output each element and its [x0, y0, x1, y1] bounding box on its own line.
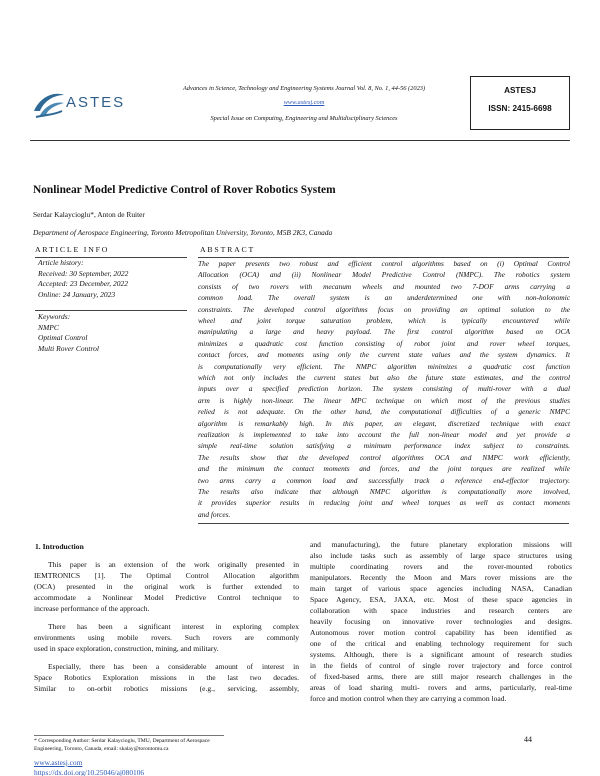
abstract-body-line: algorithm is remarkably high. In this paper, an elegant, discretized technique with exact: [198, 418, 570, 428]
abstract-body-line: arm is highly non-linear. The linear MPC technique on which most of the previous studies: [198, 395, 570, 405]
section-heading-introduction: 1. Introduction: [35, 542, 84, 551]
intro-left-line: increase performance of the approach.: [34, 604, 150, 613]
journal-badge: [470, 76, 570, 130]
intro-right-line: main target of various space agencies including NASA, Canadian: [310, 584, 572, 593]
intro-right-line: manipulators. Recently the Moon and Mars rover missions are the: [310, 573, 572, 582]
corresponding-author-footnote: * Corresponding Author: Serdar Kalaycioglu, TMU, Department of Aerospace: [34, 738, 210, 744]
intro-right-line: multiple coordinating rovers and the rover-mounted robotics: [310, 562, 572, 571]
footer-site-link[interactable]: www.astesj.com: [34, 758, 83, 767]
abstract-body-line: two arms carry a common load and successfully track a reference end-effector trajectory.: [198, 475, 570, 485]
header-divider: [30, 140, 570, 141]
intro-right-line: Autonomous rover motion control capability has been identified as: [310, 628, 572, 637]
intro-right-line: in the fields of control of single rover trajectory and force control: [310, 661, 572, 670]
intro-right-line: force and motion control when they are carrying a common load.: [310, 694, 507, 703]
intro-right-line: collaboration with space industries and research centers are: [310, 606, 572, 615]
page-number: 44: [524, 735, 532, 744]
footnote-divider: [34, 735, 224, 736]
intro-left-line: This paper is an extension of the work originally presented in: [48, 560, 299, 569]
intro-left-line: IEMTRONICS [1]. The Optimal Control Allocation algorithm: [34, 571, 299, 580]
abstract-body-line: minimizes a quadratic cost function consisting of robot joint and rover wheel torques,: [198, 338, 570, 348]
abstract-body-line: and forces.: [198, 509, 231, 519]
abstract-body-line: common load. The overall system is an underdetermined one with non-holonomic: [198, 293, 570, 303]
abstract-body-line: relied is not adequate. On the other hand, the computational difficulties of a generic NMPC: [198, 407, 570, 417]
keywords-line: NMPC: [38, 322, 59, 332]
abstract-body-line: realization is implemented to take into account the full non-linear model and yet provide a: [198, 430, 570, 439]
intro-right-line: and manufacturing), the future planetary exploration missions will: [310, 540, 572, 549]
keywords-divider: [35, 310, 187, 311]
abstract-divider-bottom: [198, 523, 569, 524]
author-list: Serdar Kalaycioglu*, Anton de Ruiter: [33, 210, 145, 219]
paper-title: Nonlinear Model Predictive Control of Rover Robotics System: [33, 184, 336, 196]
intro-right-line: systems. Although, there is a significant amount of research studies: [310, 650, 572, 659]
abstract-divider-top: [198, 257, 569, 258]
astes-logo-text: ASTES: [66, 94, 126, 111]
intro-left-line: Similar to on-orbit robotics missions (e.g., servicing, assembly,: [34, 684, 299, 693]
abstract-body-line: consists of two rovers with mecanum wheels and mounted two 7-DOF arms carrying a: [198, 281, 570, 291]
intro-left-line: Space Robotics Exploration missions in the last two decades.: [34, 673, 299, 682]
intro-left-line: used in space exploration, construction, mining, and military.: [34, 644, 219, 653]
keywords-line: Multi Rover Control: [38, 343, 99, 353]
intro-left-line: (OCA) presented in the original work is further extended to: [34, 582, 299, 591]
intro-right-line: areas of load sharing multi- rovers and arms, particularly, real-time: [310, 683, 572, 692]
abstract-body-line: contact forces, and moments using only the current state values and the system dynamics. It: [198, 350, 570, 360]
special-issue-label: Special Issue on Computing, Engineering and Multidisciplinary Sciences: [210, 115, 398, 122]
journal-badge-name: ASTESJ: [504, 86, 536, 95]
history-line: Online: 24 January, 2023: [38, 289, 116, 299]
history-line: Received: 30 September, 2022: [38, 268, 129, 278]
abstract-body-line: The paper presents two robust and efficient control algorithms based on (i) Optimal Control: [198, 259, 570, 268]
author-affiliation: Department of Aerospace Engineering, Toronto Metropolitan University, Toronto, M5B 2K3, Canada: [33, 228, 333, 237]
history-line: Accepted: 23 December, 2022: [38, 279, 128, 288]
corresponding-author-email: Engineering, Toronto, Canada, email: skalay@torontomu.ca: [34, 746, 169, 752]
intro-left-line: environments using mobile rovers. Such rovers are commonly: [34, 633, 299, 642]
intro-right-line: one of the critical and enabling technology requirement for such: [310, 639, 572, 648]
abstract-body-line: Allocation (OCA) and (ii) Nonlinear Model Predictive Control (NMPC). The robotics system: [198, 270, 570, 280]
abstract-body-line: is computationally very efficient. The NMPC algorithm minimizes a quadratic cost function: [198, 361, 570, 371]
abstract-body-line: simple real-time solution satisfying a minimum performance index subject to constraints.: [198, 441, 570, 451]
intro-right-line: of fixed-based arms, there are still major research challenges in the: [310, 672, 572, 681]
abstract-body-line: which not only includes the current states but also the future state estimates, and the control: [198, 373, 570, 382]
intro-left-line: Especially, there has been a considerable amount of interest in: [48, 662, 299, 671]
keywords-line: Optimal Control: [38, 333, 88, 342]
abstract-body-line: constraints. The developed control algorithms focus on providing an optimal solution to the: [198, 304, 570, 314]
article-info-heading: ARTICLE INFO: [35, 245, 110, 254]
journal-citation: Advances in Science, Technology and Engineering Systems Journal Vol. 8, No. 1, 44-56 (2023): [182, 85, 426, 92]
abstract-body-line: inputs over a specified prediction horizon. The system consisting of multi-rover with a dual: [198, 384, 570, 394]
keywords-line: Keywords:: [38, 312, 71, 321]
intro-right-line: heavily focusing on innovative rover technologies and designs.: [310, 617, 572, 626]
intro-right-line: also include tasks such as assembly of large space structures using: [310, 551, 572, 560]
abstract-body-line: it provides superior results in reducing joint and wheel torques as well as contact moments: [198, 498, 570, 508]
abstract-heading: ABSTRACT: [200, 245, 256, 254]
abstract-body-line: The results show that the developed control algorithms OCA and NMPC work efficiently,: [198, 452, 570, 462]
abstract-body-line: manipulating a large and heavy payload. The first control algorithm based on OCA: [198, 327, 570, 337]
footer-doi-link[interactable]: https://dx.doi.org/10.25046/aj080106: [34, 768, 145, 776]
intro-left-line: accommodate a Nonlinear Model Predictive Control technique to: [34, 593, 299, 602]
intro-right-line: Space Agency, ESA, JAXA, etc. Most of these space agencies in: [310, 595, 572, 604]
abstract-body-line: The results also indicate that although NMPC algorithm is computationally more involved,: [198, 487, 570, 496]
abstract-body-line: and the minimum the contact moments and forces, and the joint torques are realized while: [198, 464, 570, 474]
journal-badge-issn: ISSN: 2415-6698: [488, 104, 552, 113]
abstract-body-line: wheel and joint torque saturation problem, which is typically encountered while: [198, 316, 570, 325]
journal-url-link[interactable]: www.astesj.com: [283, 99, 325, 106]
intro-left-line: There has been a significant interest in exploring complex: [48, 622, 299, 631]
history-line: Article history:: [38, 258, 84, 267]
